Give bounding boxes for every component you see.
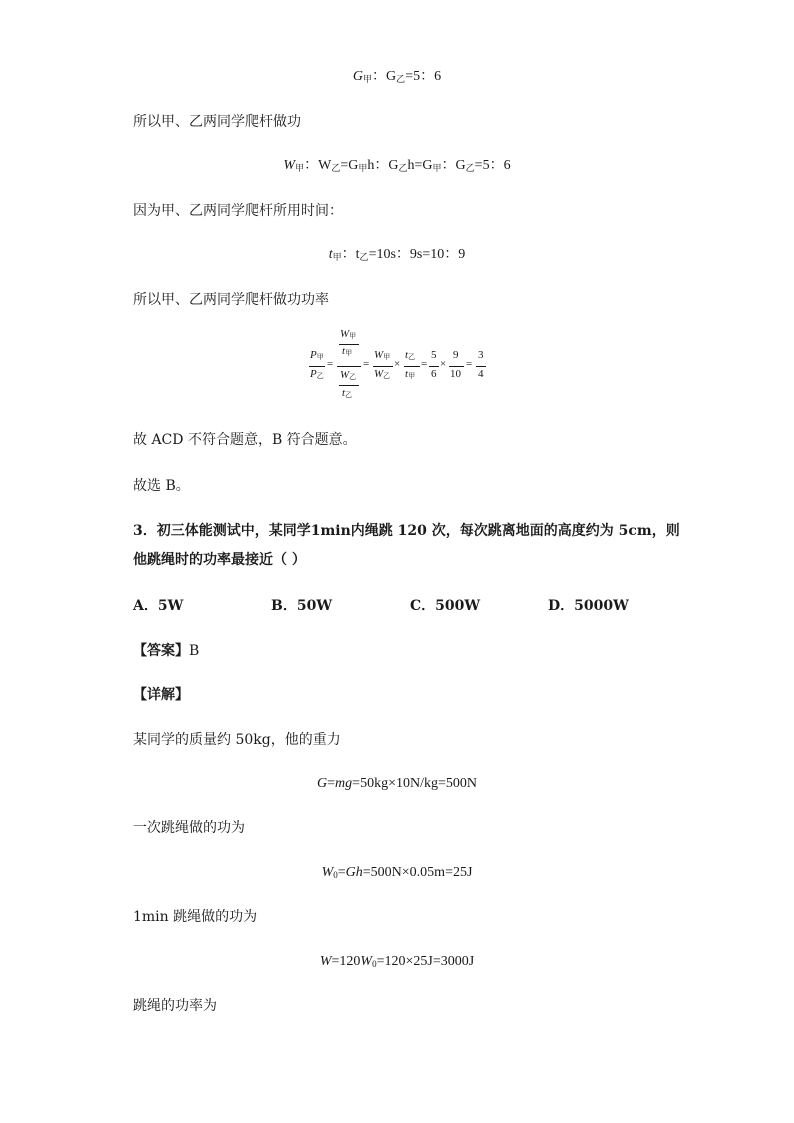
option-a: A．5W [133,598,184,614]
question-3-line-1: 3．初三体能测试中，某同学1min内绳跳 120 次，每次跳离地面的高度约为 5cm，则 [133,523,680,539]
ratio-work: $W_甲$：$W_乙=G_甲h$：$G_乙h=G_甲$：$G_乙=5$：6 [283,158,511,173]
detail-text-one-jump: 一次跳绳做的功为 [133,820,245,836]
text-power-intro: 所以甲、乙两同学爬杆做功功率 [133,292,329,308]
option-b: B．50W [271,598,333,614]
text-time-intro: 因为甲、乙两同学爬杆所用时间： [133,203,343,219]
option-c: C．500W [410,598,481,614]
option-d: D．5000W [548,598,629,614]
text-work-intro: 所以甲、乙两同学爬杆做功 [133,114,301,130]
detail-text-power: 跳绳的功率为 [133,998,217,1014]
ratio-gravity: $G_甲$：$G_乙=5$：6 [352,69,442,84]
formula-work-one-jump: $W_0=Gh=500N\times 0.05m=25J$ [321,865,473,880]
answer-value: B [189,643,200,659]
answer-label: 【答案】 [133,643,189,659]
question-3-line-2: 他跳绳时的功率最接近（ ） [133,552,306,568]
ratio-time: $t_甲$：$t_乙=10s$：9s=10：9 [328,247,466,262]
detail-text-mass: 某同学的质量约 50kg，他的重力 [133,732,341,748]
question-3-options [0,597,794,615]
formula-total-work: $W=120W_0=120\times 25J=3000J$ [319,954,475,969]
answer-line [133,642,199,660]
formula-gravity: G=mg=50kg×10N/kg=500N [317,776,477,791]
power-ratio-formula: $P_甲$ $P_乙$ = $W_甲$ $t_甲$ $W_乙$ $t_乙$ = $W_甲$ $W_乙$ × $t_乙$ $t_甲$ = 5 6 × 9 10 = 3 4 [300,328,500,410]
text-conclusion: 故 ACD 不符合题意，B 符合题意。 [133,432,357,448]
detail-text-total-work: 1min 跳绳做的功为 [133,909,258,925]
text-choose-b: 故选 B。 [133,478,190,494]
detail-label: 【详解】 [133,687,189,703]
